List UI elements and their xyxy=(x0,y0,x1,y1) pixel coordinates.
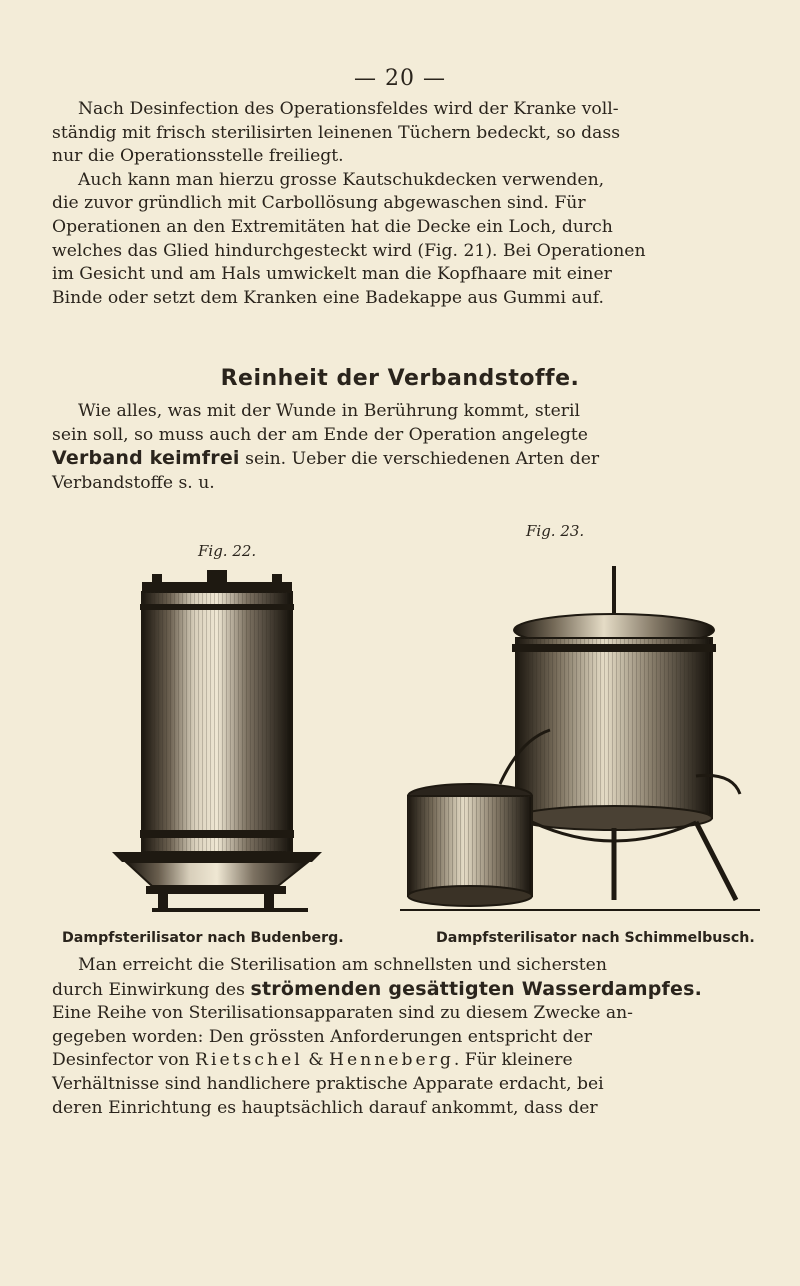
author-name: Henneberg xyxy=(328,1050,454,1071)
figure-22-label: Fig. 22. xyxy=(198,542,257,560)
text-line: sein. Ueber die verschiedenen Arten der xyxy=(239,449,600,470)
figure-22-caption: Dampfsterilisator nach Budenberg. xyxy=(62,930,344,946)
intro-text xyxy=(52,98,764,310)
figure-23-label: Fig. 23. xyxy=(526,522,585,540)
text-line: deren Einrichtung es hauptsächlich darauf ankommt, dass der xyxy=(52,1097,598,1118)
emphasis-text: Verband keimfrei xyxy=(52,447,240,470)
text-line: welches das Glied hindurchgesteckt wird (Fig. 21). Bei Operationen xyxy=(52,240,646,261)
text-line: nur die Operationsstelle freiliegt. xyxy=(52,146,344,167)
text-line: Nach Desinfection des Operationsfeldes wird der Kranke voll- xyxy=(78,99,619,119)
paragraph-2 xyxy=(52,169,764,311)
text-line: die zuvor gründlich mit Carbollösung abgewaschen sind. Für xyxy=(52,193,586,214)
figure-23-illustration xyxy=(400,560,760,920)
text-line: Desinfector von xyxy=(52,1050,196,1071)
text-line: . Für kleinere xyxy=(453,1050,573,1071)
paragraph-3 xyxy=(52,400,764,495)
text-line: Verbandstoffe s. u. xyxy=(52,472,215,493)
figure-22-illustration xyxy=(82,560,442,920)
text-line: Binde oder setzt dem Kranken eine Badekappe aus Gummi auf. xyxy=(52,287,604,308)
text-line: Wie alles, was mit der Wunde in Berührung kommt, steril xyxy=(78,401,580,421)
paragraph-4 xyxy=(52,954,764,1120)
text-line: Man erreicht die Sterilisation am schnellsten und sichersten xyxy=(78,955,607,975)
text-line: Auch kann man hierzu grosse Kautschukdecken verwenden, xyxy=(78,169,605,190)
page-number: — 20 — xyxy=(354,66,446,91)
text-line: durch Einwirkung des xyxy=(52,979,251,1000)
text-line: & xyxy=(302,1050,329,1071)
text-line: im Gesicht und am Hals umwickelt man die Kopfhaare mit einer xyxy=(52,264,612,285)
text-line: Verhältnisse sind handlichere praktische Apparate erdacht, bei xyxy=(52,1073,604,1094)
section-heading: Reinheit der Verbandstoffe. xyxy=(220,366,580,391)
text-line: gegeben worden: Den grössten Anforderungen entspricht der xyxy=(52,1026,592,1047)
text-line: ständig mit frisch sterilisirten leinenen Tüchern bedeckt, so dass xyxy=(52,122,621,143)
sterilisation-text xyxy=(52,954,764,1120)
text-line: sein soll, so muss auch der am Ende der Operation angelegte xyxy=(52,424,588,445)
section-text xyxy=(52,400,764,495)
paragraph-1 xyxy=(52,98,764,169)
emphasis-text: strömenden gesättigten Wasserdampfes. xyxy=(250,977,703,1000)
text-line: Eine Reihe von Sterilisationsapparaten sind zu diesem Zwecke an- xyxy=(52,1003,633,1024)
text-line: Operationen an den Extremitäten hat die Decke ein Loch, durch xyxy=(52,216,613,237)
figure-23-caption: Dampfsterilisator nach Schimmelbusch. xyxy=(436,930,755,946)
author-name: Rietschel xyxy=(195,1050,303,1071)
